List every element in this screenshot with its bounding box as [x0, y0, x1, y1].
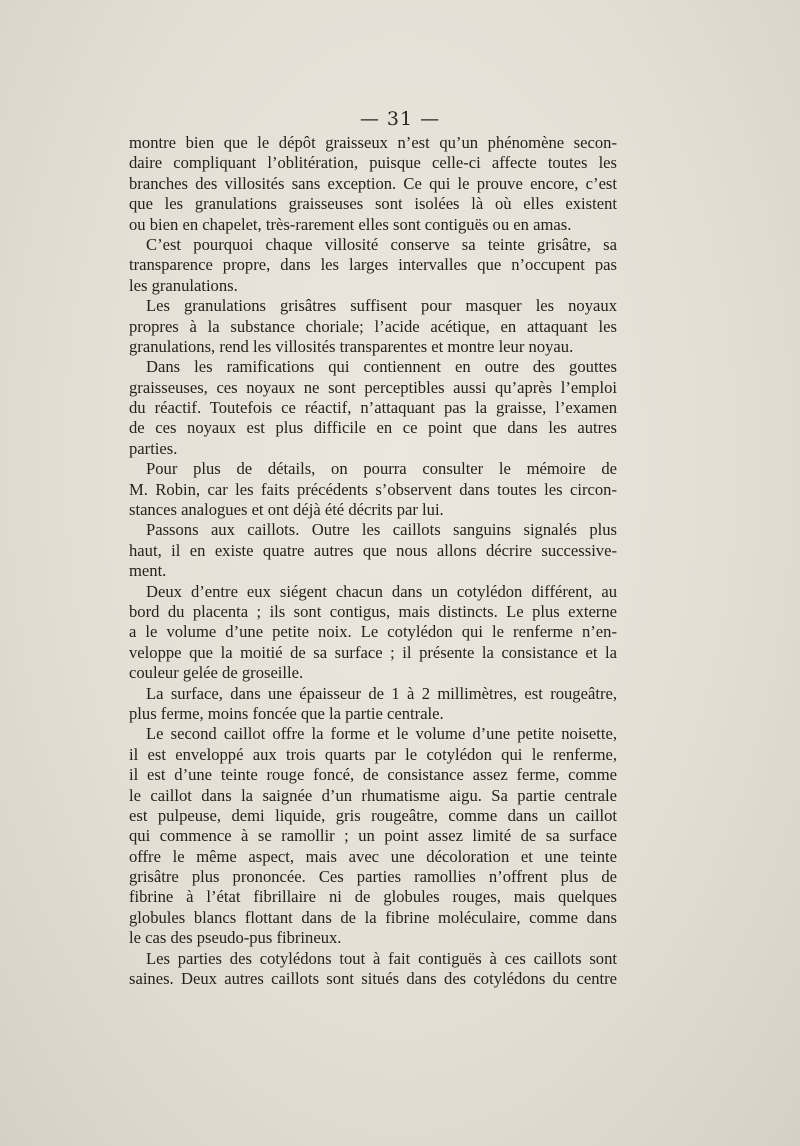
text-line: du réactif. Toutefois ce réactif, n’attaquant pas la graisse, l’examen [129, 398, 617, 418]
text-line: Pour plus de détails, on pourra consulter le mémoire de [146, 459, 617, 479]
text-line: grisâtre plus prononcée. Ces parties ramollies n’offrent plus de [129, 867, 617, 887]
text-line: bord du placenta ; ils sont contigus, mais distincts. Le plus externe [129, 601, 617, 621]
text-line: propres à la substance choriale; l’acide acétique, en attaquant les [129, 316, 617, 336]
text-line: a le volume d’une petite noix. Le cotylédon qui le renferme n’en- [129, 622, 617, 642]
text-line: veloppe que la moitié de sa surface ; il présente la consistance et la [129, 642, 617, 662]
text-line: le cas des pseudo-pus fibrineux. [129, 928, 342, 948]
text-line: haut, il en existe quatre autres que nous allons décrire successive- [129, 540, 617, 560]
text-line: que les granulations graisseuses sont isolées là où elles existent [129, 194, 617, 214]
text-line: daire compliquant l’oblitération, puisque celle-ci affecte toutes les [129, 153, 617, 173]
page-number: — 31 — [359, 108, 441, 130]
text-line: plus ferme, moins foncée que la partie centrale. [129, 703, 444, 723]
text-line: graisseuses, ces noyaux ne sont perceptibles aussi qu’après l’emploi [129, 377, 617, 397]
body-text [129, 133, 617, 989]
text-line: Passons aux caillots. Outre les caillots sanguins signalés plus [146, 520, 617, 540]
text-line: fibrine à l’état fibrillaire ni de globules rouges, mais quelques [129, 887, 617, 907]
text-line: saines. Deux autres caillots sont situés dans des cotylédons du centre [129, 969, 617, 989]
text-line: stances analogues et ont déjà été décrits par lui. [129, 500, 444, 520]
text-line: il est enveloppé aux trois quarts par le cotylédon qui le renferme, [129, 744, 617, 764]
text-line: globules blancs flottant dans de la fibrine moléculaire, comme dans [129, 907, 617, 927]
text-line: Dans les ramifications qui contiennent en outre des gouttes [146, 357, 617, 377]
text-line: Le second caillot offre la forme et le volume d’une petite noisette, [146, 724, 617, 744]
text-line: La surface, dans une épaisseur de 1 à 2 millimètres, est rougeâtre, [146, 683, 617, 703]
text-line: branches des villosités sans exception. Ce qui le prouve encore, c’est [129, 173, 617, 193]
text-line: est pulpeuse, demi liquide, gris rougeâtre, comme dans un caillot [129, 805, 617, 825]
text-line: montre bien que le dépôt graisseux n’est qu’un phénomène secon- [129, 133, 617, 152]
text-line: Deux d’entre eux siégent chacun dans un cotylédon différent, au [146, 581, 617, 601]
text-line: le caillot dans la saignée d’un rhumatisme aigu. Sa partie centrale [129, 785, 617, 805]
text-line: qui commence à se ramollir ; un point assez limité de sa surface [129, 826, 617, 846]
text-line: Les parties des cotylédons tout à fait contiguës à ces caillots sont [146, 948, 617, 968]
text-line: les granulations. [129, 275, 238, 295]
text-line: ment. [129, 561, 167, 581]
text-line: C’est pourquoi chaque villosité conserve sa teinte grisâtre, sa [146, 234, 617, 254]
text-line: offre le même aspect, mais avec une décoloration et une teinte [129, 846, 617, 866]
text-line: M. Robin, car les faits précédents s’observent dans toutes les circon- [129, 479, 617, 499]
text-line: Les granulations grisâtres suffisent pour masquer les noyaux [146, 296, 617, 316]
text-line: granulations, rend les villosités transparentes et montre leur noyau. [129, 336, 574, 356]
text-line: ou bien en chapelet, très-rarement elles sont contiguës ou en amas. [129, 214, 572, 234]
text-line: il est d’une teinte rouge foncé, de consistance assez ferme, comme [129, 765, 617, 785]
text-line: parties. [129, 438, 178, 458]
text-line: de ces noyaux est plus difficile en ce point que dans les autres [129, 418, 617, 438]
text-line: couleur gelée de groseille. [129, 663, 304, 683]
text-line: transparence propre, dans les larges intervalles que n’occupent pas [129, 255, 617, 275]
